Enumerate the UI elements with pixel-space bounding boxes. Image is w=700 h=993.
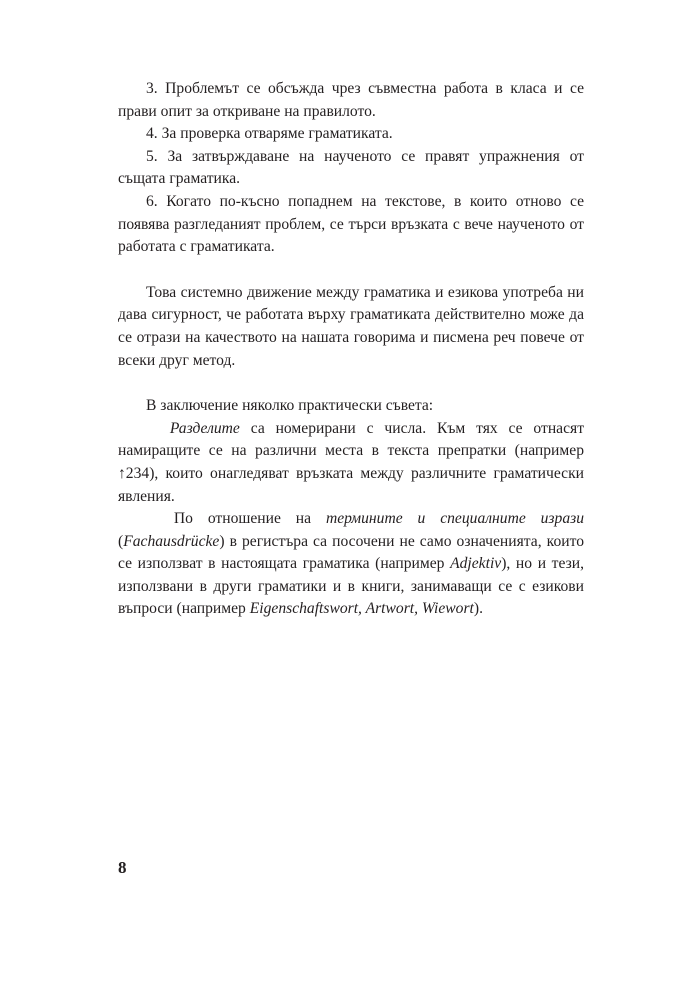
german-term: Adjektiv	[450, 555, 502, 573]
step-4: 4. За проверка отваряме граматиката.	[146, 125, 393, 143]
tip-terms: По отношение на термините и специалните изрази (Fachausdrücke) в регистъра са посочени не само означенията, които се използват в настоящата граматика (например Adjektiv), но и тези, използвани в други граматики и в книги, занимаващи се с езикови въпроси (например Eigenschaftswort, Artwort, Wiewort).	[118, 510, 584, 618]
body-text	[118, 78, 584, 621]
german-term: Eigenschaftswort, Artwort, Wiewort	[249, 600, 474, 618]
german-term: Fachausdrücke	[123, 532, 220, 550]
step-3: 3. Проблемът се обсъжда чрез съвместна работа в класа и се прави опит за откриване на правилото.	[118, 80, 584, 120]
conclusion-paragraph: Това системно движение между граматика и езикова употреба ни дава сигурност, че работата върху граматиката действително може да се отрази на качеството на нашата говорима и писмена реч повече от всеки друг метод.	[118, 283, 584, 369]
step-6: 6. Когато по-късно попаднем на текстове, в които отново се появява разгледаният проблем, се търси връзката с вече наученото от работата с граматиката.	[118, 192, 584, 256]
tip-terms-term: термините и специалните изрази	[325, 510, 584, 528]
tip-sections-term: Разделите	[169, 419, 240, 437]
tips-intro: В заключение няколко практически съвета:	[146, 397, 434, 415]
tip-sections	[118, 418, 584, 508]
step-5: 5. За затвърждаване на наученото се правят упражнения от същата граматика.	[118, 147, 584, 188]
tip-sections-text: са номерирани с числа. Към тях се отнасят намиращите се на различни места в текста препратки (например ↑234), които онагледяват връзката между различните граматически явления.	[118, 419, 585, 505]
page-number: 8	[118, 858, 127, 877]
